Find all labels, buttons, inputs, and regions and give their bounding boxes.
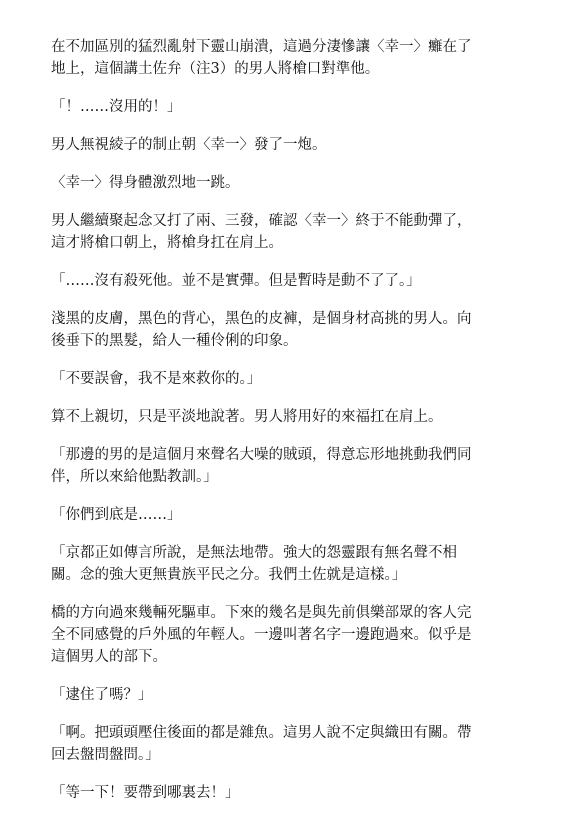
text-line: 在不加區別的猛烈亂射下靈山崩潰，這過分淒慘讓〈幸一〉癱在了 — [51, 39, 472, 55]
text-line: 「不要誤會，我不是來救你的。」 — [51, 371, 262, 387]
text-line: 男人無視綾子的制止朝〈幸一〉發了一炮。 — [51, 137, 327, 153]
text-line: 這個男人的部下。 — [51, 649, 167, 665]
text-line: 橋的方向過來幾輛死驅車。下來的幾名是與先前俱樂部眾的客人完 — [51, 605, 472, 621]
text-line: 回去盤問盤問。」 — [51, 747, 160, 763]
text-line: 「啊。把頭頭壓住後面的都是雜魚。這男人說不定與織田有關。帶 — [51, 725, 472, 741]
paragraph — [51, 602, 541, 668]
text-line: 伴，所以來給他點教訓。」 — [51, 469, 218, 485]
paragraph — [51, 406, 541, 428]
text-line: 後垂下的黑髮，給人一種伶俐的印象。 — [51, 333, 298, 349]
text-line: 「你們到底是……」 — [51, 507, 182, 523]
text-line: 男人繼續聚起念又打了兩、三發，確認〈幸一〉終于不能動彈了， — [51, 213, 472, 229]
paragraph — [51, 172, 541, 194]
document-page — [51, 36, 541, 820]
text-line: 「那邊的男的是這個月來聲名大噪的賊頭，得意忘形地挑動我們同 — [51, 447, 472, 463]
paragraph — [51, 504, 541, 526]
text-line: 〈幸一〉得身體激烈地一跳。 — [51, 175, 240, 191]
paragraph — [51, 542, 541, 586]
paragraph — [51, 684, 541, 706]
paragraph — [51, 134, 541, 156]
paragraph — [51, 782, 541, 804]
text-line: 這才將槍口朝上，將槍身扛在肩上。 — [51, 235, 283, 251]
paragraph — [51, 96, 541, 118]
paragraph — [51, 722, 541, 766]
text-line: 淺黑的皮膚，黑色的背心，黑色的皮褲，是個身材高挑的男人。向 — [51, 311, 472, 327]
paragraph — [51, 368, 541, 390]
paragraph — [51, 36, 541, 80]
text-line: 「逮住了嗎？」 — [51, 687, 153, 703]
text-line: 「！……沒用的！」 — [51, 99, 182, 115]
paragraph — [51, 210, 541, 254]
text-line: 算不上親切，只是平淡地說著。男人將用好的來福扛在肩上。 — [51, 409, 443, 425]
text-line: 「京都正如傳言所說，是無法地帶。強大的怨靈跟有無名聲不相 — [51, 545, 457, 561]
paragraph — [51, 444, 541, 488]
text-line: 「……沒有殺死他。並不是實彈。但是暫時是動不了了。」 — [51, 273, 421, 289]
text-line: 關。念的強大更無貴族平民之分。我們土佐就是這樣。」 — [51, 567, 407, 583]
text-line: 全不同感覺的戶外風的年輕人。一邊叫著名字一邊跑過來。似乎是 — [51, 627, 472, 643]
text-line: 「等一下！要帶到哪裏去！」 — [51, 785, 240, 801]
paragraph — [51, 308, 541, 352]
paragraph — [51, 270, 541, 292]
text-line: 地上，這個講土佐弁（注3）的男人將槍口對準他。 — [51, 61, 380, 77]
